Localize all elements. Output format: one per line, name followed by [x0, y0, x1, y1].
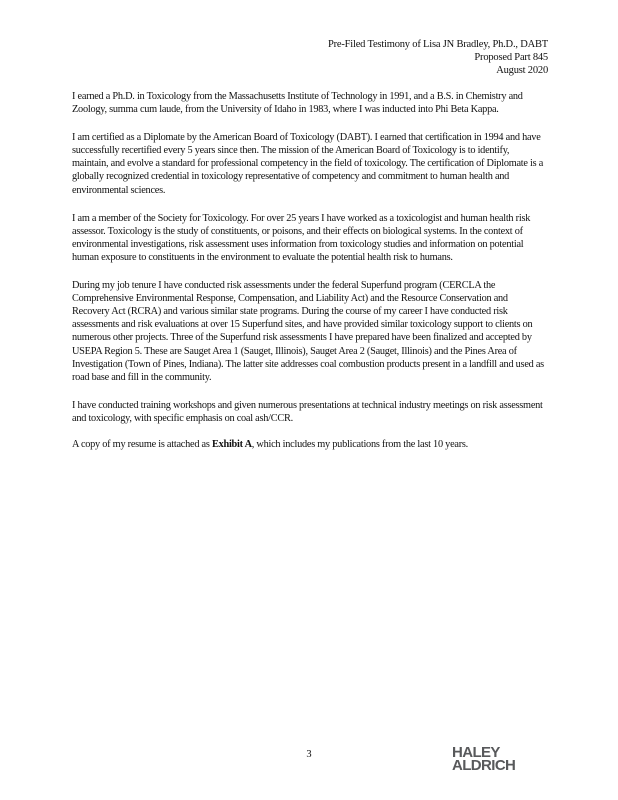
- company-logo: [452, 746, 546, 773]
- paragraph-certification: I am certified as a Diplomate by the American Board of Toxicology (DABT). I earned that certification in 1994 and have successfully recertified every 5 years since then. The mission of the American Board of Toxicology is to identify, maintain, and evolve a standard for professional competency in the field of toxicology. The certification of Diplomate is a globally recognized credential in toxicology representative of competency and commitment to human health and environmental sciences.: [72, 132, 544, 196]
- paragraph-training: I have conducted training workshops and given numerous presentations at technical industry meetings on risk assessment and toxicology, with specific emphasis on coal ash/CCR.: [72, 399, 543, 424]
- header-subtitle: Proposed Part 845: [474, 52, 548, 63]
- resume-text-before: A copy of my resume is attached as: [72, 438, 212, 450]
- resume-text-after: , which includes my publications from the last 10 years.: [251, 438, 468, 450]
- page-number: 3: [306, 749, 312, 760]
- logo-line-2: ALDRICH: [452, 757, 516, 774]
- testimony-body: [72, 90, 546, 466]
- exhibit-reference: Exhibit A: [211, 438, 252, 450]
- header-title: Pre-Filed Testimony of Lisa JN Bradley, Ph.D., DABT: [327, 39, 548, 50]
- page-header: [328, 38, 548, 77]
- paragraph-membership: I am a member of the Society for Toxicology. For over 25 years I have worked as a toxicologist and human health risk assessor. Toxicology is the study of constituents, or poisons, and their effects on biological systems. In the context of environmental investigations, risk assessment uses information from toxicology studies and information on potential human exposure to constituents in the environment to evaluate the potential health risk to humans.: [72, 212, 531, 263]
- paragraph-resume: [72, 438, 546, 451]
- logo-line-1: HALEY: [452, 744, 500, 761]
- paragraph-education: I earned a Ph.D. in Toxicology from the Massachusetts Institute of Technology in 1991, and a B.S. in Chemistry and Zoology, summa cum laude, from the University of Idaho in 1983, where I was inducted into Phi Beta Kappa.: [72, 91, 523, 116]
- paragraph-experience: During my job tenure I have conducted risk assessments under the federal Superfund program (CERCLA the Comprehensive Environmental Response, Compensation, and Liability Act) and the Resource Conservation and Recovery Act (RCRA) and various similar state programs. During the course of my career I have conducted risk assessments and risk evaluations at over 15 Superfund sites, and have provided similar toxicology support to clients on numerous other projects. Three of the Superfund risk assessments I have prepared have been finalized and accepted by USEPA Region 5. These are Sauget Area 1 (Sauget, Illinois), Sauget Area 2 (Sauget, Illinois) and the Pines Area of Investigation (Town of Pines, Indiana). The latter site addresses coal combustion products present in a landfill and used as road base and fill in the community.: [72, 280, 544, 383]
- header-date: August 2020: [496, 65, 548, 76]
